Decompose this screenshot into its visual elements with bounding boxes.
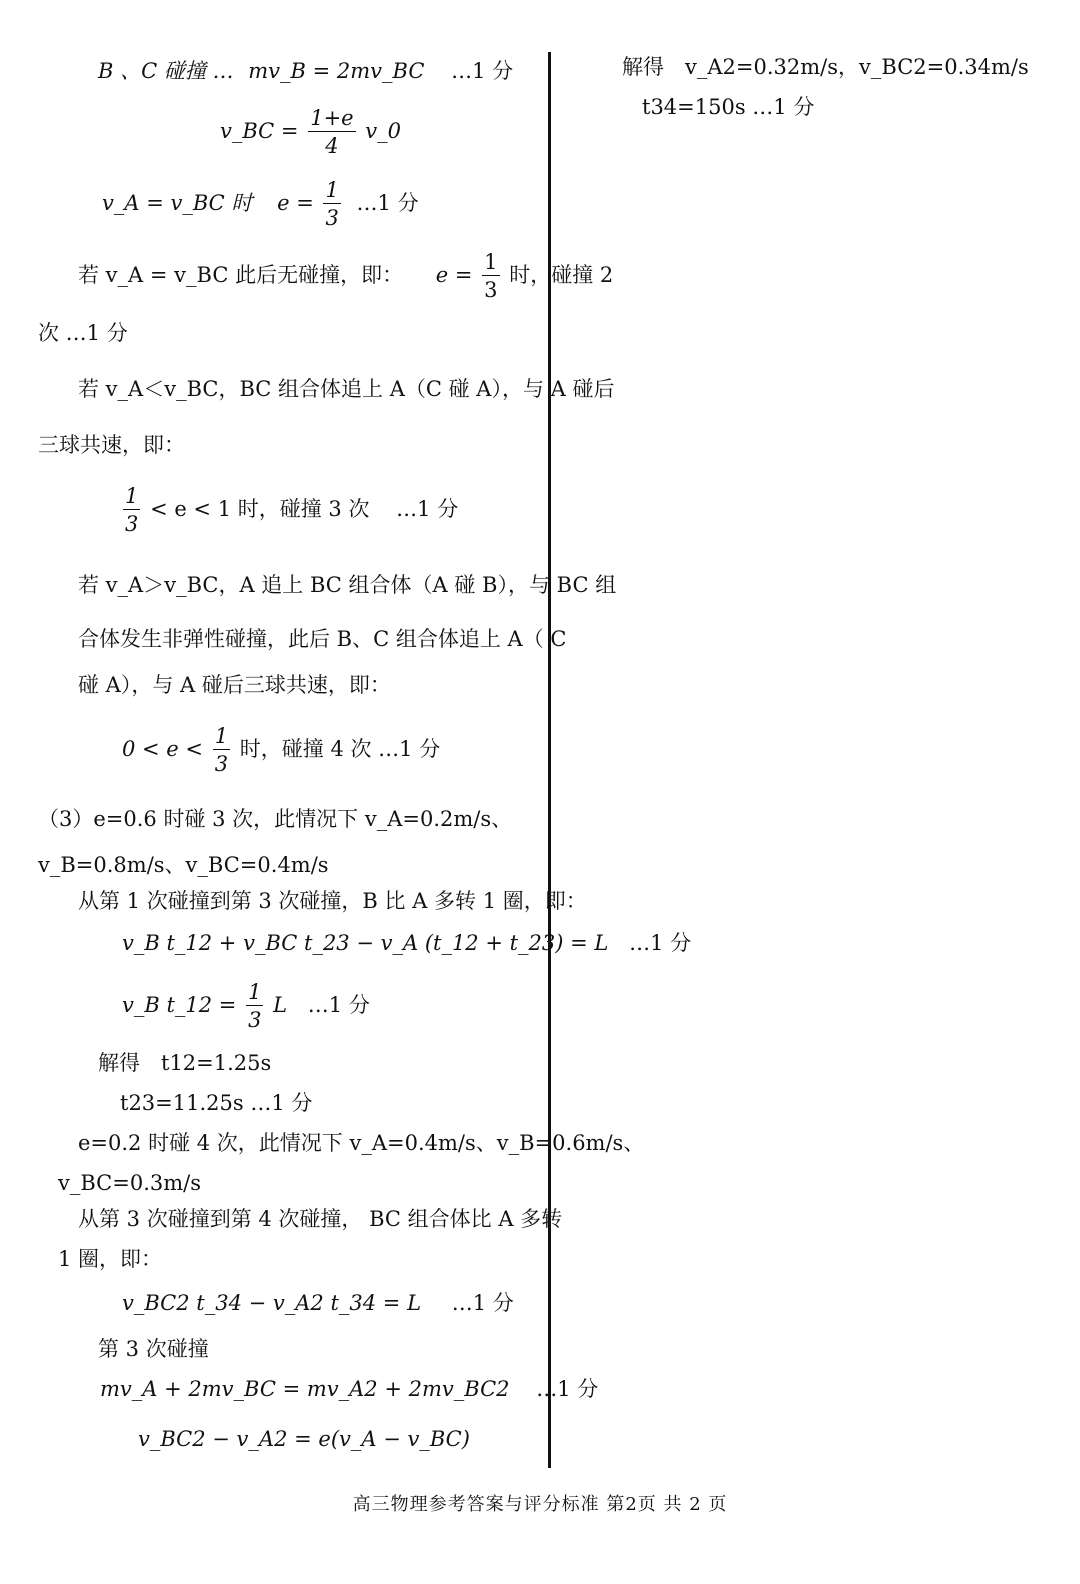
fraction-numerator: 1 (248, 980, 262, 1004)
equation-text: v_B t_12 = (122, 993, 237, 1017)
inequality-text: 0 < e < (122, 737, 204, 761)
paragraph-text: 合体发生非弹性碰撞，此后 B、C 组合体追上 A（ C (78, 627, 567, 651)
paragraph-text: 次 …1 分 (38, 321, 128, 345)
score-mark: …1 分 (451, 1291, 514, 1315)
fraction-numerator: 1 (325, 178, 339, 202)
equation-text: mv_A + 2mv_BC = mv_A2 + 2mv_BC2 (100, 1377, 510, 1401)
paragraph-text: 若 v_A＞v_BC，A 追上 BC 组合体（A 碰 B），与 BC 组 (78, 573, 617, 597)
fraction-denominator: 3 (484, 278, 498, 302)
line-bc-collision (98, 58, 513, 84)
equation-text: L (273, 993, 288, 1017)
paragraph-text: 碰 A），与 A 碰后三球共速，即： (78, 673, 391, 697)
score-mark: …1 分 (396, 497, 459, 521)
v0-label: v_0 (365, 119, 402, 143)
paragraph-no-collision (78, 252, 613, 301)
score-mark: …1 分 (356, 191, 419, 215)
section-3-text: v_B=0.8m/s、v_BC=0.4m/s (38, 853, 329, 877)
section-4-text: 1 圈，即： (58, 1247, 163, 1271)
fraction-numerator: 1+e (310, 106, 354, 130)
equation-text: v_B t_12 + v_BC t_23 − v_A (t_12 + t_23) = L (122, 931, 609, 955)
fraction-one-third (482, 252, 499, 301)
e-label: e = (435, 263, 473, 287)
equation-lap-2 (122, 982, 370, 1031)
equation-lap-3 (122, 1290, 514, 1316)
paragraph-text: 若 v_A = v_BC 此后无碰撞，即： (78, 263, 404, 287)
section-3-text: （3）e=0.6 时碰 3 次，此情况下 v_A=0.2m/s、 (38, 807, 513, 831)
score-mark: …1 分 (629, 931, 692, 955)
paragraph-text: 若 v_A＜v_BC，BC 组合体追上 A（C 碰 A），与 A 碰后 (78, 377, 615, 401)
score-mark: …1 分 (307, 993, 370, 1017)
fraction-numerator: 1 (125, 484, 139, 508)
equation-text: v_BC2 t_34 − v_A2 t_34 = L (122, 1291, 422, 1315)
fraction-denominator: 3 (214, 752, 229, 776)
right-solution-line-2: t34=150s …1 分 (642, 95, 815, 119)
condition-text: 时，碰撞 4 次 …1 分 (239, 737, 441, 761)
fraction-one-third (123, 486, 140, 535)
condition-text: v_A = v_BC 时 (102, 191, 253, 215)
fraction-one-third (246, 982, 263, 1031)
condition-text: < e < 1 时，碰撞 3 次 (150, 497, 370, 521)
line-three-collisions (120, 486, 458, 535)
section-4-text: 第 3 次碰撞 (98, 1337, 209, 1361)
page-footer: 高三物理参考答案与评分标准 第2页 共 2 页 (352, 1494, 728, 1515)
fraction-1pe-over-4 (308, 108, 355, 157)
fraction-one-third (213, 726, 230, 775)
bc-collision-label: B 、C 碰撞 … (98, 59, 234, 83)
paragraph-text: 时，碰撞 2 (509, 263, 614, 287)
fraction-numerator: 1 (214, 724, 229, 748)
vbc-label: v_BC = (220, 119, 299, 143)
fraction-one-third (323, 180, 340, 229)
solution-text: 解得 t12=1.25s (98, 1051, 272, 1075)
fraction-denominator: 3 (125, 512, 139, 536)
right-solution-line-1: 解得 v_A2=0.32m/s，v_BC2=0.34m/s (622, 55, 1029, 79)
e-label: e = (277, 191, 314, 215)
fraction-denominator: 4 (325, 134, 339, 158)
equation-lap-1 (122, 930, 691, 956)
fraction-numerator: 1 (484, 250, 498, 274)
section-4-text: 从第 3 次碰撞到第 4 次碰撞， BC 组合体比 A 多转 (78, 1207, 563, 1231)
line-va-eq-vbc (102, 180, 419, 229)
line-four-collisions (122, 726, 440, 775)
equation-restitution: v_BC2 − v_A2 = e(v_A − v_BC) (138, 1427, 470, 1451)
score-mark: …1 分 (451, 59, 514, 83)
line-vbc-formula (220, 108, 401, 157)
section-4-text: v_BC=0.3m/s (58, 1171, 202, 1195)
fraction-denominator: 3 (248, 1008, 262, 1032)
solution-text: t23=11.25s …1 分 (120, 1091, 313, 1115)
section-3-text: 从第 1 次碰撞到第 3 次碰撞，B 比 A 多转 1 圈，即： (78, 889, 587, 913)
section-4-text: e=0.2 时碰 4 次，此情况下 v_A=0.4m/s、v_B=0.6m/s、 (78, 1131, 645, 1155)
score-mark: …1 分 (536, 1377, 599, 1401)
momentum-equation-bc: mv_B = 2mv_BC (248, 59, 425, 83)
equation-momentum-3 (100, 1376, 598, 1402)
paragraph-text: 三球共速，即： (38, 433, 185, 457)
fraction-denominator: 3 (325, 206, 339, 230)
